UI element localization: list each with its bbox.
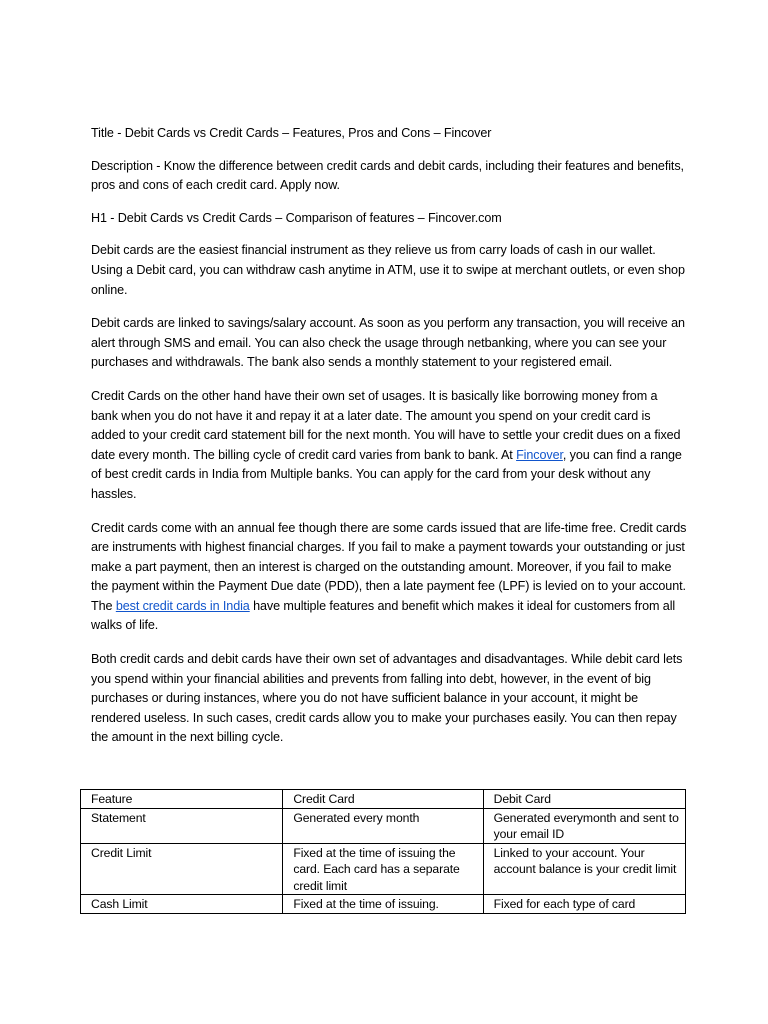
table-row <box>81 808 686 843</box>
table-row <box>81 895 686 914</box>
comparison-table <box>80 789 686 914</box>
table-cell: Fixed at the time of issuing. <box>283 895 483 914</box>
paragraph-debit-linked: Debit cards are linked to savings/salary account. As soon as you perform any transaction, you will receive an alert through SMS and email. You can also check the usage through netbanking, where you can see your purchases and withdrawals. The bank also sends a monthly statement to your registered email. <box>91 316 685 370</box>
table-cell: Generated everymonth and sent to your email ID <box>483 808 685 843</box>
paragraph-comparison: Both credit cards and debit cards have their own set of advantages and disadvantages. While debit card lets you spend within your financial abilities and prevents from falling into debt, however, in the event of big purchases or during instances, where you do not have sufficient balance in your account, it might be rendered useless. In such cases, credit cards allow you to make your purchases easily. You can then repay the amount in the next billing cycle. <box>91 652 683 745</box>
table-cell: Statement <box>81 808 283 843</box>
table-header-cell: Debit Card <box>483 790 685 809</box>
table-cell: Linked to your account. Your account balance is your credit limit <box>483 843 685 895</box>
meta-description-line: Description - Know the difference between credit cards and debit cards, including their features and benefits, pros and cons of each credit card. Apply now. <box>91 158 684 193</box>
paragraph-credit-fees <box>91 519 687 637</box>
table-cell: Credit Limit <box>81 843 283 895</box>
paragraph-credit-usage-text-start: Credit Cards on the other hand have their own set of usages. It is basically like borrowing money from a bank when you do not have it and repay it at a later date. The amount you spend on your credit card is added to your credit card statement bill for the next month. You will have to settle your credit dues on a fixed date every month. The billing cycle of credit card varies from bank to bank. At <box>91 388 681 462</box>
table-cell: Generated every month <box>283 808 483 843</box>
table-cell: Fixed for each type of card <box>483 895 685 914</box>
meta-h1-line: H1 - Debit Cards vs Credit Cards – Comparison of features – Fincover.com <box>91 210 502 225</box>
best-credit-cards-link[interactable]: best credit cards in India <box>115 598 250 613</box>
paragraph-credit-fees-text-end: have multiple features and benefit which makes it ideal for customers from all walks of life. <box>91 598 676 633</box>
fincover-link[interactable]: Fincover <box>516 447 563 462</box>
table-header-cell: Feature <box>81 790 283 809</box>
paragraph-debit-intro: Debit cards are the easiest financial instrument as they relieve us from carry loads of cash in our wallet. Using a Debit card, you can withdraw cash anytime in ATM, use it to swipe at merchant outlets, or even shop online. <box>91 243 685 297</box>
paragraph-credit-fees-text-start: Credit cards come with an annual fee though there are some cards issued that are life-time free. Credit cards are instruments with highest financial charges. If you fail to make a payment towards your outstanding or just make a part payment, then an interest is charged on the outstanding amount. Moreover, if you fail to make the payment within the Payment Due date (PDD), then a late payment fee (LPF) is levied on to your account. The <box>91 520 687 613</box>
table-row <box>81 843 686 895</box>
paragraph-credit-usage-text-end: , you can find a range of best credit cards in India from Multiple banks. You can apply for the card from your desk without any hassles. <box>91 447 682 501</box>
document-body <box>91 124 687 762</box>
table-cell: Fixed at the time of issuing the card. Each card has a separate credit limit <box>283 843 483 895</box>
paragraph-credit-usage <box>91 387 687 505</box>
meta-title-line: Title - Debit Cards vs Credit Cards – Features, Pros and Cons – Fincover <box>91 126 492 140</box>
table-header-row <box>81 790 686 809</box>
table-header-cell: Credit Card <box>283 790 483 809</box>
table-cell: Cash Limit <box>81 895 283 914</box>
